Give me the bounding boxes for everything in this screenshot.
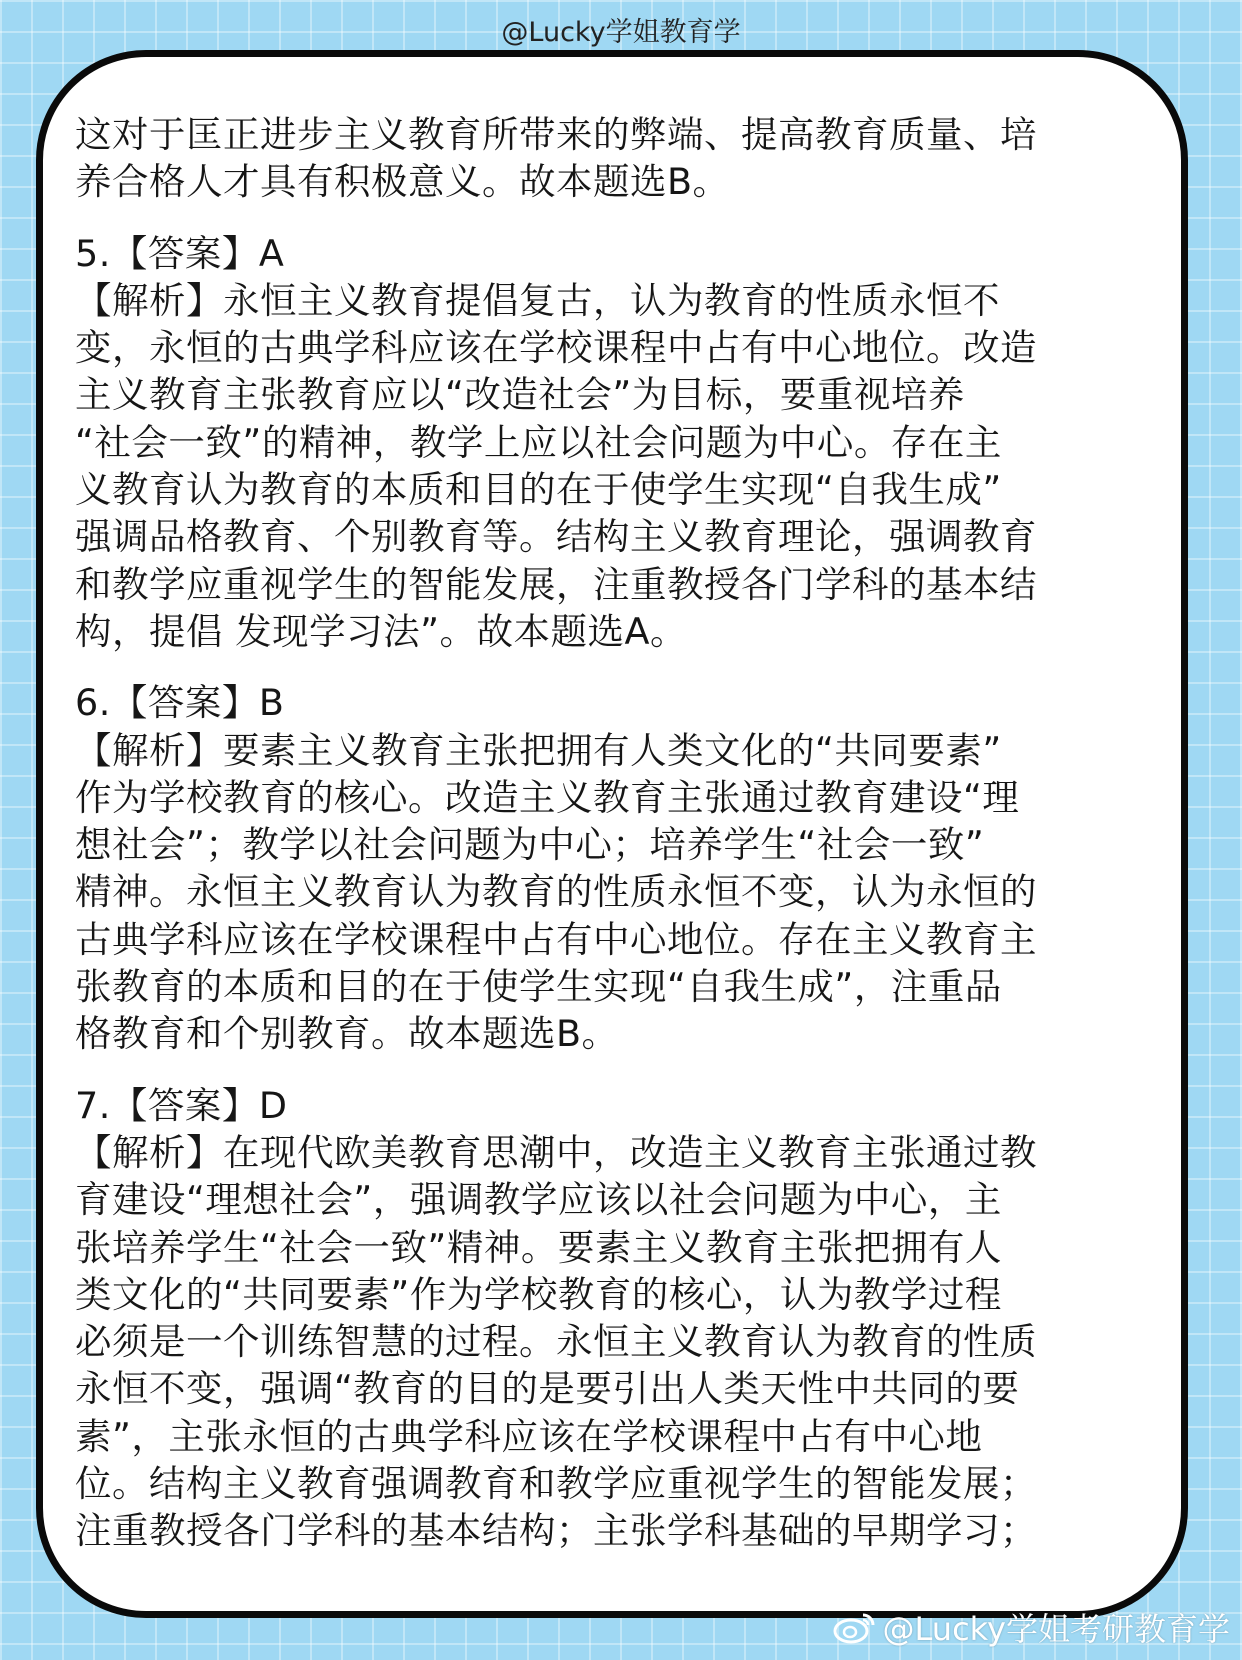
paragraph-answer-5 — [75, 230, 1167, 656]
text-line: 位。结构主义教育强调教育和教学应重视学生的智能发展； — [75, 1462, 1037, 1506]
weibo-icon — [833, 1609, 877, 1645]
paragraph-answer-7 — [75, 1082, 1167, 1555]
text-line: 和教学应重视学生的智能发展，注重教授各门学科的基本结 — [75, 562, 1037, 606]
text-line: 这对于匡正进步主义教育所带来的弊端、提高教育质量、培 — [75, 113, 1037, 156]
text-line: 主义教育主张教育应以“改造社会”为目标，要重视培养 — [75, 373, 965, 417]
text-line: 强调品格教育、个别教育等。结构主义教育理论，强调教育 — [75, 515, 1037, 559]
text-line: “社会一致”的精神，教学上应以社会问题为中心。存在主 — [75, 420, 1002, 464]
text-line: 想社会”；教学以社会问题为中心；培养学生“社会一致” — [75, 823, 985, 867]
answer-heading: 5.【答案】A — [75, 231, 285, 275]
text-line: 必须是一个训练智慧的过程。永恒主义教育认为教育的性质 — [75, 1320, 1037, 1364]
text-line: 张培养学生“社会一致”精神。要素主义教育主张把拥有人 — [75, 1225, 1002, 1269]
bottom-watermark — [833, 1604, 1230, 1650]
text-line: 永恒不变，强调“教育的目的是要引出人类天性中共同的要 — [75, 1367, 1020, 1411]
text-line: 义教育认为教育的本质和目的在于使学生实现“自我生成” — [75, 468, 1002, 512]
text-line: 养合格人才具有积极意义。故本题选B。 — [75, 160, 730, 204]
text-line: 张教育的本质和目的在于使学生实现“自我生成”，注重品 — [75, 965, 1002, 1009]
paragraph-intro — [75, 111, 1167, 206]
paragraph-answer-6 — [75, 679, 1167, 1057]
text-line: 注重教授各门学科的基本结构；主张学科基础的早期学习； — [75, 1509, 1037, 1553]
text-line: 【解析】在现代欧美教育思潮中，改造主义教育主张通过教 — [75, 1130, 1037, 1174]
answer-content — [75, 111, 1167, 1555]
text-line: 【解析】要素主义教育主张把拥有人类文化的“共同要素” — [75, 728, 1002, 772]
answer-card — [36, 50, 1188, 1618]
text-line: 育建设“理想社会”，强调教学应该以社会问题为中心，主 — [75, 1178, 1002, 1222]
answer-heading: 7.【答案】D — [75, 1083, 288, 1127]
top-watermark: @Lucky学姐教育学 — [501, 17, 741, 48]
text-line: 精神。永恒主义教育认为教育的性质永恒不变，认为永恒的 — [75, 870, 1037, 914]
text-line: 构，提倡 发现学习法”。故本题选A。 — [75, 609, 687, 653]
text-line: 变，永恒的古典学科应该在学校课程中占有中心地位。改造 — [75, 326, 1037, 370]
text-line: 格教育和个别教育。故本题选B。 — [75, 1012, 619, 1056]
text-line: 素”，主张永恒的古典学科应该在学校课程中占有中心地 — [75, 1414, 983, 1458]
text-line: 古典学科应该在学校课程中占有中心地位。存在主义教育主 — [75, 917, 1037, 961]
text-line: 类文化的“共同要素”作为学校教育的核心，认为教学过程 — [75, 1272, 1002, 1316]
text-line: 【解析】永恒主义教育提倡复古，认为教育的性质永恒不 — [75, 278, 1000, 322]
answer-heading: 6.【答案】B — [75, 681, 285, 725]
bottom-watermark-text: @Lucky学姐考研教育学 — [882, 1610, 1230, 1648]
text-line: 作为学校教育的核心。改造主义教育主张通过教育建设“理 — [75, 775, 1020, 819]
